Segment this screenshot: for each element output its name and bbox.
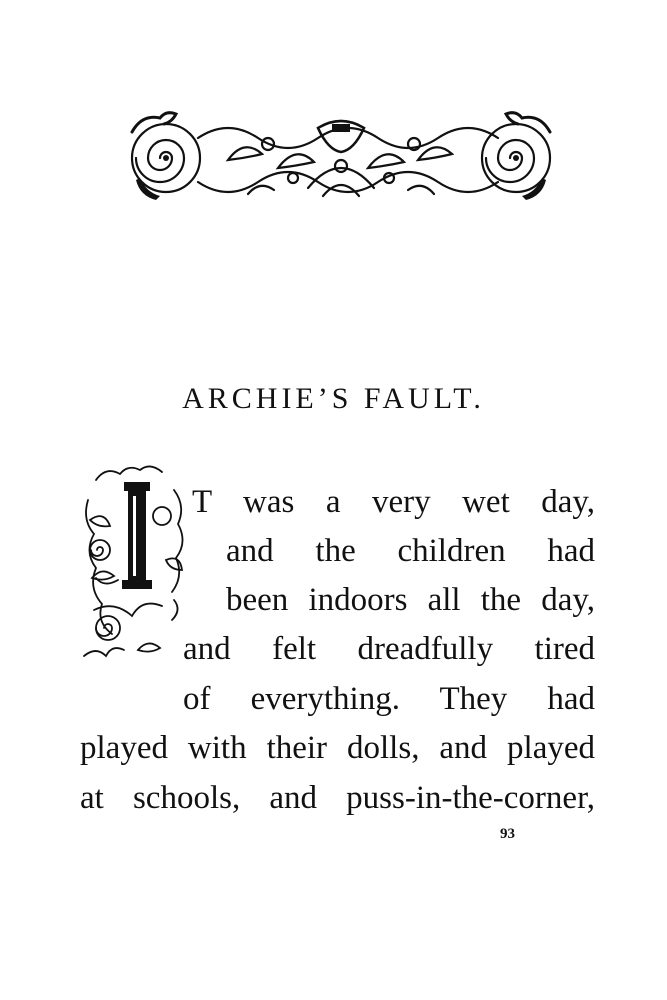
- ornamental-initial-capital: [78, 460, 190, 678]
- drop-cap-letter: I: [136, 582, 138, 583]
- body-line: [192, 486, 595, 519]
- body-line-text: T was a very wet day,: [192, 484, 595, 520]
- body-line: [80, 732, 595, 765]
- body-line: [183, 633, 595, 666]
- body-line: [80, 782, 595, 815]
- chapter-title: ARCHIE’S FAULT.: [182, 382, 485, 415]
- body-line-text: played with their dolls, and played: [80, 730, 595, 766]
- body-line-text: been indoors all the day,: [226, 582, 595, 618]
- body-line: [226, 535, 595, 568]
- body-line-text: and felt dreadfully tired: [183, 631, 595, 667]
- scrollwork-headpiece-ornament: [118, 108, 564, 210]
- body-line: [226, 584, 595, 617]
- page-number: 93: [500, 826, 515, 842]
- body-line-text: and the children had: [226, 533, 595, 569]
- body-line-text: of everything. They had: [183, 681, 595, 717]
- body-line-text: at schools, and puss-in-the-corner,: [80, 780, 595, 816]
- body-line: [183, 683, 595, 716]
